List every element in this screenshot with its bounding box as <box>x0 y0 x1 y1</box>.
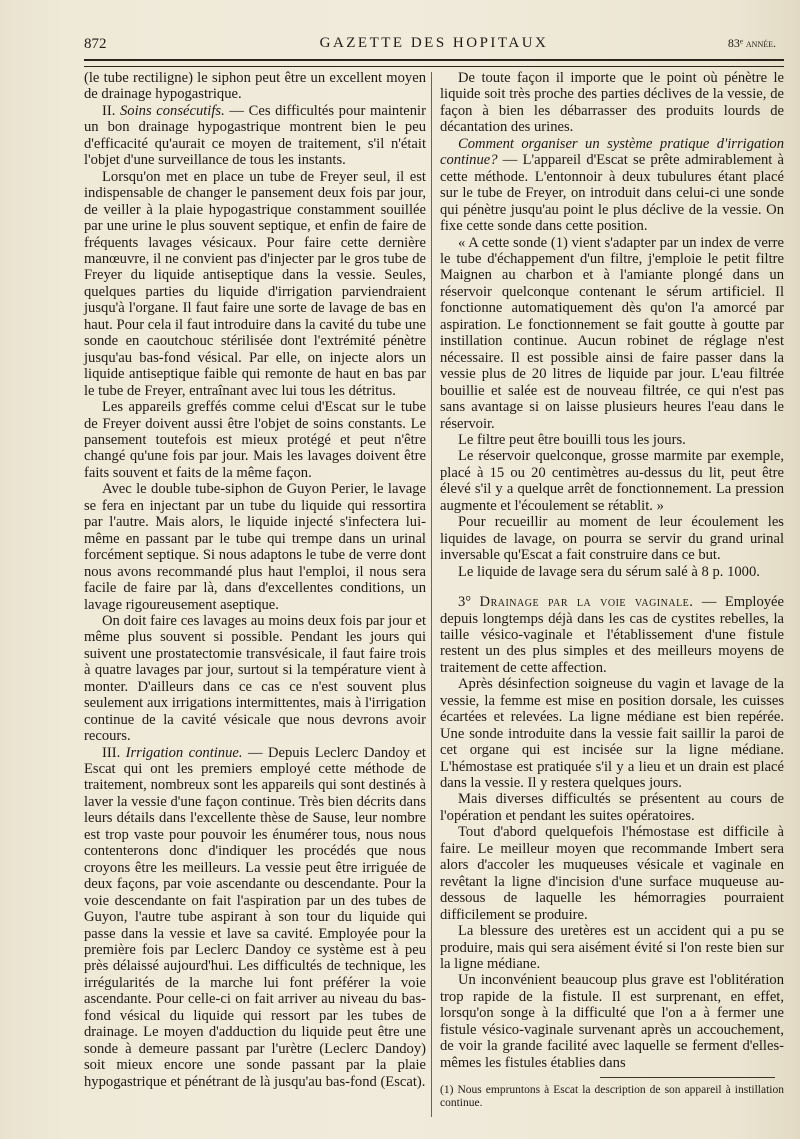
paragraph-text: Lorsqu'on met en place un tube de Freyer seul, il est indispensable de changer le pansement deux fois par jour, de veiller à la plaie hypogastrique constamment souillée par une urine le plus souvent septique, et enfin de faire de fréquents lavages vésicaux. Pour faire cette dernière manœuvre, il ne convient pas d'injecter par le gros tube de Freyer du liquide antiseptique dans la vessie. Seules, quelques parties du liquide d'irrigation parviendraient jusqu'à l'organe. Il faut faire une sorte de lavage de bas en haut. Pour cela il faut introduire dans la cavité du tube une sonde en caoutchouc stérilisée dont l'extrémité pénètre jusqu'au bas-fond vésical. Par elle, on injecte alors un liquide antiseptique faible qui remonte de haut en bas par le tube de Freyer, entraînant avec lui tous les détritus. <box>84 168 426 399</box>
paragraph <box>440 448 784 514</box>
paragraph-text: Tout d'abord quelquefois l'hémostase est difficile à faire. Le meilleur moyen que recommande Imbert sera alors d'accoler les muqueuses vésicale et vaginale en revêtant la ligne d'incision d'une surface muqueuse au-dessous de laquelle les hémorragies pourraient difficilement se produire. <box>440 824 784 923</box>
paragraph <box>440 136 784 235</box>
paragraph-text: Un inconvénient beaucoup plus grave est l'oblitération trop rapide de la fistule. Il est surprenant, en effet, lorsqu'on songe à la difficulté que l'on a à fermer une fistule vésico-vaginale survenant après un accouchement, de voir la grande facilité avec laquelle se ferment d'elles-mêmes les fistules établies dans <box>440 972 784 1071</box>
paragraph-text: — Employée depuis longtemps déjà dans les cas de cystites rebelles, la taille vésico-vaginale et l'établissement d'une fistule restent un des plus simples et des meilleurs moyens de traitement de cette affection. <box>440 594 784 676</box>
year-label: 83ᵉ année. <box>727 36 776 50</box>
column-divider <box>431 72 432 1117</box>
paragraph <box>440 235 784 432</box>
paragraph <box>84 399 426 481</box>
paragraph-text: Le liquide de lavage sera du sérum salé à 8 p. 1000. <box>458 563 760 580</box>
footnote: (1) Nous empruntons à Escat la description de son appareil à instillation continue. <box>440 1084 784 1109</box>
section-heading: Irrigation continue. <box>125 744 243 761</box>
page-number: 872 <box>84 36 107 52</box>
paragraph <box>440 70 784 136</box>
paragraph-text: De toute façon il importe que le point où pénètre le liquide soit très proche des parties déclives de la vessie, de façon à bien les débarrasser des produits lourds de décantation des urines. <box>440 70 784 136</box>
paragraph-number: III. <box>102 744 126 761</box>
paragraph-text: On doit faire ces lavages au moins deux fois par jour et même plus souvent si possible. Pendant les jours qui suivent une prostatectomie transvésicale, il faut faire trois à quatre lavages par jour, surtout si la température vient à monter. D'ailleurs dans ce cas ce n'est souvent plus seulement aux irrigations intermittentes, mais à l'irrigation continue de la cavité vésicale que nous devrons avoir recours. <box>84 612 426 745</box>
paragraph <box>84 70 426 103</box>
paragraph-number: II. <box>102 102 120 119</box>
page-header <box>84 34 784 54</box>
paragraph <box>440 824 784 923</box>
section-heading: Comment organiser un système pratique d'irrigation continue? <box>440 135 784 169</box>
paragraph <box>84 169 426 399</box>
paragraph-text: Après désinfection soigneuse du vagin et lavage de la vessie, la femme est mise en position dorsale, les cuisses écartées et relevées. La ligne médiane est bien repérée. Une sonde introduite dans la vessie fait saillir la paroi de cet organe qui est incisée sur la ligne médiane. L'hémostase est pratiquée s'il y a lieu et un drain est placé dans la vessie. Il y restera quelques jours. <box>440 676 784 792</box>
paragraph-text: (le tube rectiligne) le siphon peut être un excellent moyen de drainage hypogastrique. <box>84 70 426 103</box>
paragraph <box>440 972 784 1071</box>
paragraph <box>440 923 784 972</box>
header-rule <box>84 59 784 67</box>
footnote-rule <box>600 1077 775 1078</box>
paragraph-text: Le réservoir quelconque, grosse marmite par exemple, placé à 15 ou 20 centimètres au-dessus du lit, peut être élevé s'il y a quelque arrêt de fonctionnement. La pression augmente et l'écoulement se rétablit. » <box>440 448 784 514</box>
paragraph-text: Le filtre peut être bouilli tous les jours. <box>458 431 686 448</box>
journal-title: GAZETTE DES HOPITAUX <box>319 35 549 51</box>
section-heading: Soins consécutifs. <box>120 102 225 119</box>
paragraph <box>84 481 426 613</box>
paragraph-text: Mais diverses difficultés se présentent au cours de l'opération et pendant les suites opératoires. <box>440 791 784 824</box>
paragraph-text: La blessure des uretères est un accident qui a pu se produire, mais qui sera aisément évité si l'on reste bien sur la ligne médiane. <box>440 923 784 973</box>
paragraph <box>440 676 784 791</box>
paragraph <box>440 514 784 563</box>
paragraph <box>440 432 784 448</box>
right-column <box>440 70 784 1071</box>
paragraph-number: 3° <box>458 594 480 611</box>
paragraph <box>440 594 784 676</box>
paragraph-text: Pour recueillir au moment de leur écoulement les liquides de lavage, on pourra se servir du grand urinal inversable qu'Escat a fait construire dans ce but. <box>440 514 784 564</box>
paragraph <box>84 103 426 169</box>
paragraph <box>84 613 426 745</box>
paragraph-text: Les appareils greffés comme celui d'Escat sur le tube de Freyer doivent aussi être l'objet de soins constants. Le pansement toutefois est mieux protégé et peut n'être changé qu'une fois par jour. Mais les lavages doivent être faits souvent et faits de la même façon. <box>84 399 426 481</box>
paragraph-text: — Ces difficultés pour maintenir un bon drainage hypogastrique montrent bien le peu d'efficacité qu'aurait ce moyen de traitement, s'il n'était l'objet d'une surveillance de tous les instants. <box>84 102 426 169</box>
paragraph-text: Avec le double tube-siphon de Guyon Perier, le lavage se fera en injectant par un tube du liquide qui ressortira par l'autre. Mais alors, le liquide injecté s'infectera lui-même en passant par le tube qui trempe dans un urinal forcément septique. Si nous adaptons le tube de verre dont nous avons recommandé plus haut l'emploi, il nous sera facile de faire par là, dans d'excellentes conditions, un lavage rigoureusement aseptique. <box>84 481 426 613</box>
paragraph <box>84 745 426 1091</box>
paragraph <box>440 791 784 824</box>
paragraph-text: — Depuis Leclerc Dandoy et Escat qui ont les premiers employé cette méthode de traitement, nombreux sont les appareils qui sont destinés à laver la vessie d'une façon continue. Très bien décrits dans leurs détails dans l'excellente thèse de Sause, leur nombre est trop vaste pour pouvoir les énumérer tous, nous nous contenterons donc d'indiquer les procédés que nous croyons être les meilleurs. La vessie peut être irriguée de deux façons, par voie ascendante ou descendante. Pour la voie descendante on fait l'aspiration par un des tubes de Guyon, l'autre tube aspirant à son tour du liquide qui passe dans la vessie et lave sa cavité. Employée pour la première fois par Leclerc Dandoy ce système est à peu près délaissé aujourd'hui. Les difficultés de technique, les irrégularités de la marche lui font préférer la voie ascendante. Pour celle-ci on fait arriver au niveau du bas-fond vésical du liquide qui ressort par les tubes de drainage. Le moyen d'adduction du liquide peut être une sonde à demeure passant par l'urètre (Leclerc Dandoy) soit mieux encore une sonde passant par la plaie hypogastrique et pénétrant de là jusqu'au bas-fond (Escat). <box>84 744 426 1090</box>
paragraph-text: — L'appareil d'Escat se prête admirablement à cette méthode. L'entonnoir à deux tubulures étant placé sur le tube de Freyer, on introduit dans celui-ci une sonde qui pénètre jusqu'au point le plus déclive de la vessie. On fixe cette sonde dans cette position. <box>440 152 784 235</box>
paragraph <box>440 564 784 580</box>
section-heading: Drainage par la voie vaginale. <box>479 594 694 611</box>
paragraph-text: « A cette sonde (1) vient s'adapter par un index de verre le tube d'échappement d'un filtre, j'emploie le petit filtre Maignen au charbon et à l'amiante plongé dans un réservoir quelconque contenant le sérum artificiel. Il fonctionne automatiquement dès qu'on l'a amorcé par aspiration. Le fonctionnement se fait goutte à goutte par instillation continue. Aucun robinet de réglage n'est nécessaire. Il est possible ainsi de faire passer dans la vessie plus de 20 litres de liquide par jour. L'eau filtrée bouillie et salée est de nouveau filtrée, ce qui n'est pas sans avantage si on laisse plusieurs heures l'eau dans le réservoir. <box>440 234 784 432</box>
left-column <box>84 70 426 1090</box>
